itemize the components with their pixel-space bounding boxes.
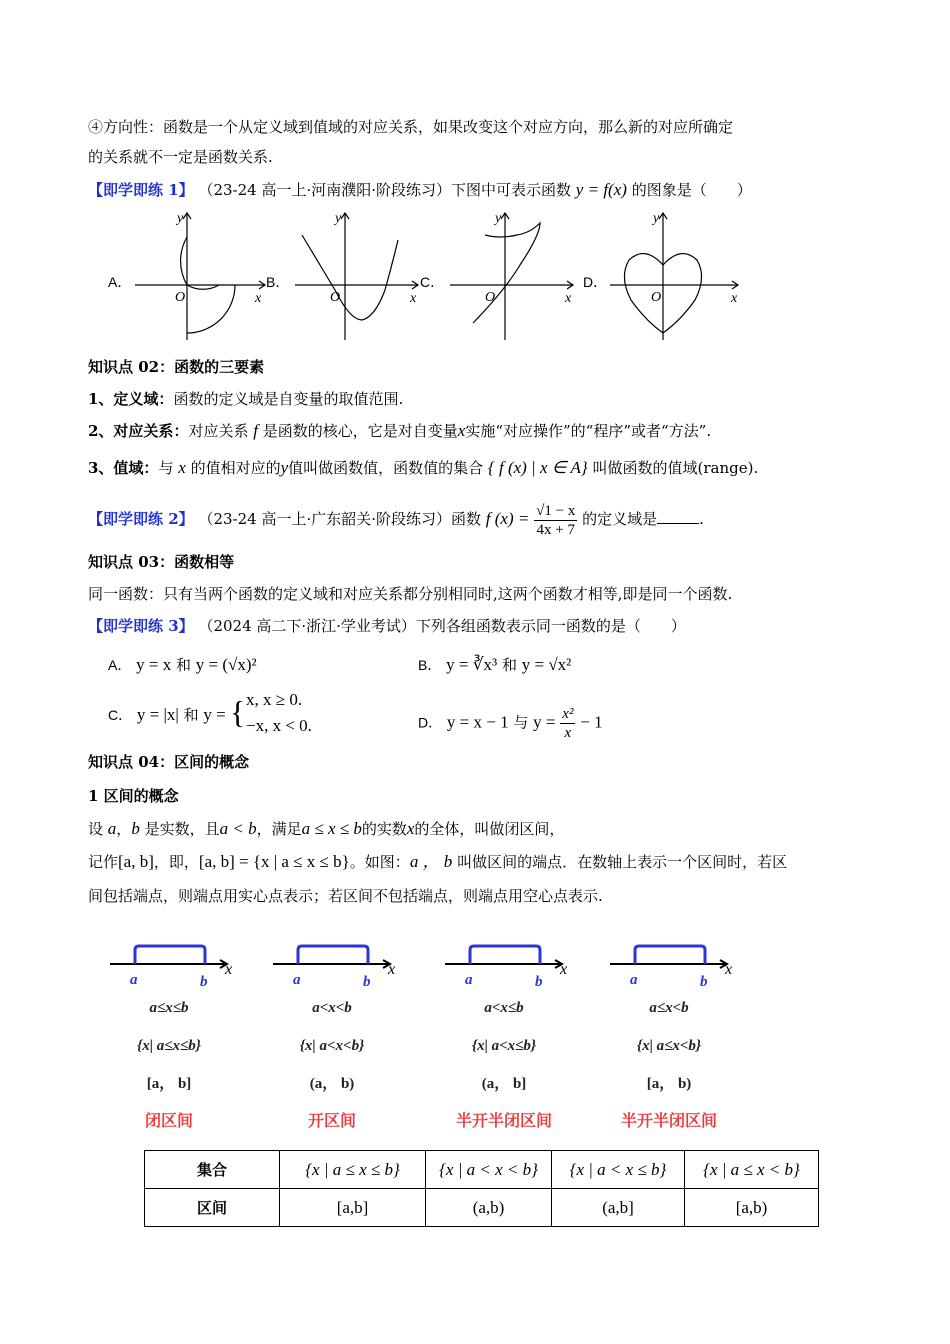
interval-notation: [a， b): [646, 1076, 692, 1092]
exercise-1-tag: 【即学即练 1】: [88, 181, 194, 199]
kp02-line2: [88, 421, 711, 441]
option-d-f2: y =: [533, 712, 556, 732]
kp02-line2-head: 2、对应关系：: [88, 422, 189, 440]
kp04-var-x: x: [406, 819, 415, 838]
kp04-line2: [88, 852, 787, 872]
table-head-set: 集合: [145, 1151, 280, 1189]
kp04-line2-d: 叫做区间的端点．在数轴上表示一个区间时，若区: [457, 853, 788, 871]
kp04-title: 知识点 04：区间的概念: [88, 753, 250, 771]
kp02-line3-x: x: [178, 458, 186, 477]
option-a-and: 和: [176, 656, 192, 674]
graph-d[interactable]: [605, 205, 745, 345]
kp02-line2-f: f: [253, 421, 258, 440]
exercise-3-question: [88, 616, 686, 636]
kp04-line1-d: 的实数: [361, 820, 407, 838]
option-d-letter: D．: [418, 714, 443, 731]
endpoint-a-label: a: [465, 972, 473, 988]
axis-x-label: x: [725, 961, 733, 978]
kp02-line2-b: 是函数的核心，它是对自变量: [262, 422, 458, 440]
option-b-letter: B．: [418, 657, 442, 673]
endpoint-b-label: b: [700, 974, 708, 990]
kp04-interval: [a, b]: [118, 852, 154, 871]
option-c-f1: y = |x|: [136, 705, 179, 724]
endpoint-a-label: a: [293, 972, 301, 988]
interval-set: {x| a≤x≤b}: [137, 1038, 201, 1054]
kp02-line3-b: 的值相对应的: [190, 459, 281, 477]
option-c-f2: y =: [203, 705, 226, 724]
kp02-line2-a: 对应关系: [188, 422, 249, 440]
graph-a-origin: O: [175, 290, 186, 305]
option-b-f2: y = √x²: [521, 655, 572, 674]
option-a-label[interactable]: A．: [108, 274, 132, 290]
option-d-numerator: x²: [562, 706, 574, 722]
kp04-line1-b: 是实数，且: [144, 820, 220, 838]
exercise-1-text: （23-24 高一上·河南濮阳·阶段练习）下图中可表示函数: [198, 181, 572, 199]
exercise-2-numerator: √1 − x: [536, 502, 576, 519]
kp04-line3: 间包括端点，则端点用实心点表示；若区间不包括端点，则端点用空心点表示.: [88, 887, 603, 905]
option-c-brace: {: [230, 694, 246, 730]
interval-type-name: 开区间: [307, 1113, 357, 1130]
option-d-tail: − 1: [580, 712, 603, 732]
kp02-line1-body: 函数的定义域是自变量的取值范围.: [173, 390, 404, 408]
option-d-f1: y = x − 1: [446, 712, 509, 732]
axis-x-label: x: [225, 961, 233, 978]
number-line-figures: [105, 938, 755, 1138]
table-head-interval: 区间: [145, 1189, 280, 1227]
interval-notation: (a， b]: [481, 1076, 527, 1092]
exercise-1-question: [88, 180, 752, 200]
interval-inequality: a<x<b: [312, 1000, 352, 1016]
option-c-letter: C．: [108, 707, 133, 723]
kp04-line2-c: 。如图：: [349, 853, 410, 871]
kp02-line3-set: { f (x) | x ∈ A}: [487, 458, 588, 477]
table-cell: (a,b): [426, 1189, 552, 1227]
exercise-2-lhs: f (x) =: [485, 509, 530, 528]
para-direction-line2: 的关系就不一定是函数关系.: [88, 148, 273, 166]
option-c-label[interactable]: C．: [420, 274, 445, 290]
interval-bracket: [135, 946, 205, 964]
interval-inequality: a<x≤b: [484, 1000, 524, 1016]
interval-inequality: a≤x≤b: [149, 1000, 189, 1016]
graph-b-y-label: y: [335, 211, 342, 226]
kp04-ineq: a ≤ x ≤ b: [301, 819, 362, 838]
graph-d-origin: O: [651, 290, 662, 305]
kp04-line1-c: ，满足: [256, 820, 302, 838]
exercise-2-fraction: [534, 502, 577, 539]
endpoint-a-label: a: [630, 972, 638, 988]
interval-notation: (a， b): [309, 1076, 355, 1092]
kp04-var-b: b: [131, 819, 140, 838]
kp03-body: 同一函数：只有当两个函数的定义域和对应关系都分别相同时,这两个函数才相等,即是同一个函数.: [88, 585, 733, 603]
interval-bracket: [298, 946, 368, 964]
exercise-3-option-c[interactable]: [108, 705, 226, 725]
table-cell: {x | a ≤ x ≤ b}: [280, 1151, 426, 1189]
option-c-and: 和: [183, 706, 199, 724]
kp03-title: 知识点 03：函数相等: [88, 553, 235, 571]
option-a-f1: y = x: [136, 655, 172, 674]
exercise-3-option-b[interactable]: [418, 655, 571, 675]
exercise-2-tail: 的定义域是: [582, 510, 658, 528]
option-d-fraction: [560, 705, 575, 742]
graph-b[interactable]: [290, 205, 425, 345]
table-cell: (a,b]: [552, 1189, 685, 1227]
table-row-interval: [145, 1189, 819, 1227]
number-line-group: [110, 946, 732, 1130]
option-c-case2: −x, x < 0.: [246, 716, 312, 735]
endpoint-b-label: b: [535, 974, 543, 990]
option-d-and: 与: [513, 713, 529, 732]
para-direction-line1: ④方向性：函数是一个从定义域到值域的对应关系，如果改变这个对应方向，那么新的对应所确定: [88, 118, 734, 136]
table-cell: {x | a ≤ x < b}: [685, 1151, 819, 1189]
kp02-line2-c: 实施“对应操作”的“程序”或者“方法”.: [465, 422, 712, 440]
axis-x-label: x: [388, 961, 396, 978]
endpoint-b-label: b: [363, 974, 371, 990]
kp02-line3-d: 叫做函数的值域(range).: [592, 459, 759, 477]
interval-type-name: 半开半闭区间: [620, 1113, 718, 1130]
kp02-line1-head: 1、定义域：: [88, 390, 174, 408]
kp04-endpoints: a ， b: [409, 852, 453, 871]
exercise-2-end: .: [699, 510, 704, 528]
graph-d-y-label: y: [653, 211, 660, 226]
kp02-line1: [88, 389, 403, 409]
kp04-definition: [a, b] = {x | a ≤ x ≤ b}: [198, 852, 350, 871]
exercise-2-denominator: 4x + 7: [536, 521, 575, 538]
interval-set: {x| a<x≤b}: [471, 1038, 537, 1054]
interval-bracket: [635, 946, 705, 964]
kp02-title: 知识点 02：函数的三要素: [88, 358, 265, 376]
graph-a[interactable]: [125, 205, 270, 345]
kp04-line1-a: 设: [88, 820, 104, 838]
kp02-line3: [88, 458, 758, 478]
kp02-line3-head: 3、值域：: [88, 459, 159, 477]
kp04-var-a: a: [107, 819, 117, 838]
exercise-3-text: （2024 高二下·浙江·学业考试）下列各组函数表示同一函数的是（ ）: [198, 617, 686, 635]
interval-summary-table: [144, 1150, 819, 1227]
kp04-subtitle: 1 区间的概念: [88, 787, 179, 805]
kp04-comma: ，: [116, 820, 132, 838]
kp04-line2-a: 记作: [88, 853, 119, 871]
graph-b-origin: O: [330, 290, 341, 305]
table-row-set: [145, 1151, 819, 1189]
kp02-line3-y: y: [280, 458, 289, 477]
exercise-2-text: （23-24 高一上·广东韶关·阶段练习）函数: [198, 510, 482, 528]
graph-d-x-label: x: [731, 291, 738, 306]
kp02-line3-c: 值叫做函数值，函数值的集合: [288, 459, 484, 477]
table-cell: {x | a < x ≤ b}: [552, 1151, 685, 1189]
kp02-line2-x: x: [457, 421, 466, 440]
endpoint-b-label: b: [200, 974, 208, 990]
table-cell: {x | a < x < b}: [426, 1151, 552, 1189]
exercise-2-tag: 【即学即练 2】: [88, 510, 194, 528]
interval-inequality: a≤x<b: [649, 1000, 689, 1016]
graph-a-y-label: y: [177, 211, 184, 226]
kp04-cond: a < b: [219, 819, 257, 838]
option-a-f2: y = (√x)²: [195, 655, 257, 674]
exercise-3-option-a[interactable]: [108, 655, 257, 675]
interval-notation: [a， b]: [146, 1076, 192, 1092]
graph-c[interactable]: [445, 205, 580, 345]
option-a-letter: A．: [108, 657, 132, 673]
graph-c-y-label: y: [495, 211, 502, 226]
endpoint-a-label: a: [130, 972, 138, 988]
exercise-3-option-d[interactable]: [418, 705, 603, 742]
interval-set: {x| a≤x<b}: [636, 1038, 702, 1054]
exercise-3-tag: 【即学即练 3】: [88, 617, 194, 635]
exercise-1-tail: 的图象是（ ）: [631, 181, 752, 199]
answer-blank[interactable]: [657, 509, 699, 524]
exercise-2-question: [88, 497, 704, 541]
graph-c-x-label: x: [565, 291, 572, 306]
interval-type-name: 半开半闭区间: [455, 1113, 553, 1130]
option-b-and: 和: [501, 656, 517, 674]
interval-set: {x| a<x<b}: [299, 1038, 365, 1054]
table-cell: [a,b): [685, 1189, 819, 1227]
interval-type-name: 闭区间: [144, 1113, 194, 1130]
kp04-line1: [88, 819, 564, 839]
exercise-1-formula: y = f(x): [575, 180, 627, 199]
graph-a-x-label: x: [255, 291, 262, 306]
graph-c-origin: O: [485, 290, 496, 305]
axis-x-label: x: [560, 961, 568, 978]
option-b-f1: y = ∛x³: [446, 655, 498, 674]
kp04-line2-b: ，即，: [153, 853, 199, 871]
option-d-denominator: x: [564, 725, 572, 741]
option-b-label[interactable]: B．: [266, 274, 290, 290]
table-cell: [a,b]: [280, 1189, 426, 1227]
kp02-line3-a: 与: [158, 459, 174, 477]
graph-b-x-label: x: [410, 291, 417, 306]
option-d-label[interactable]: D．: [583, 274, 608, 290]
kp04-line1-e: 的全体，叫做闭区间，: [414, 820, 565, 838]
option-c-case1: x, x ≥ 0.: [246, 690, 303, 709]
interval-bracket: [470, 946, 540, 964]
